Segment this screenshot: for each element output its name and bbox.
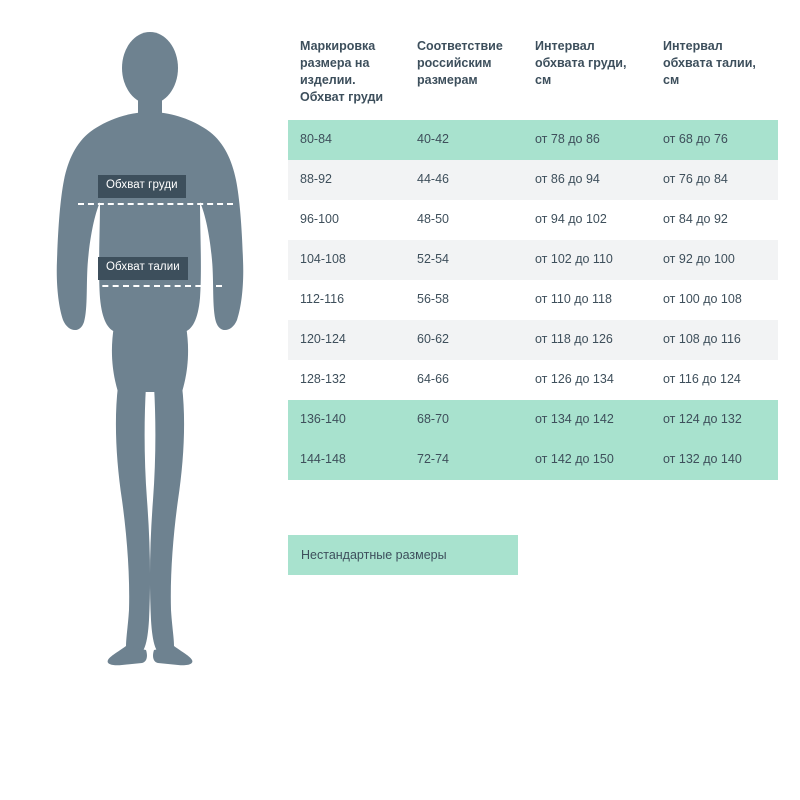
table-header [288,30,778,120]
table-row [288,440,778,480]
cell-russian-size: 48-50 [405,200,523,240]
cell-chest-range: от 142 до 150 [523,440,651,480]
cell-marking: 112-116 [288,280,405,320]
table-row [288,240,778,280]
body-figure [30,20,270,670]
cell-marking: 128-132 [288,360,405,400]
cell-waist-range: от 116 до 124 [651,360,778,400]
table-row [288,200,778,240]
waist-measure-line [92,285,222,287]
size-table [288,30,778,480]
cell-russian-size: 64-66 [405,360,523,400]
table-row [288,160,778,200]
chest-measure-label: Обхват груди [98,175,186,198]
cell-russian-size: 44-46 [405,160,523,200]
cell-marking: 136-140 [288,400,405,440]
cell-chest-range: от 134 до 142 [523,400,651,440]
cell-russian-size: 60-62 [405,320,523,360]
table-row [288,360,778,400]
table-body [288,120,778,480]
cell-marking: 88-92 [288,160,405,200]
size-table-container [288,30,778,480]
cell-chest-range: от 94 до 102 [523,200,651,240]
waist-measure-label: Обхват талии [98,257,188,280]
cell-marking: 80-84 [288,120,405,160]
cell-russian-size: 40-42 [405,120,523,160]
column-header-waist-range: Интервал обхвата талии, см [651,30,778,120]
column-header-marking: Маркировка размера на изделии. Обхват груди [288,30,405,120]
cell-chest-range: от 126 до 134 [523,360,651,400]
cell-russian-size: 68-70 [405,400,523,440]
body-silhouette-icon [30,20,270,670]
table-header-row [288,30,778,120]
chest-measure-line [78,203,233,205]
cell-waist-range: от 68 до 76 [651,120,778,160]
table-row [288,320,778,360]
cell-waist-range: от 108 до 116 [651,320,778,360]
cell-russian-size: 56-58 [405,280,523,320]
cell-waist-range: от 100 до 108 [651,280,778,320]
cell-waist-range: от 124 до 132 [651,400,778,440]
cell-marking: 96-100 [288,200,405,240]
cell-marking: 120-124 [288,320,405,360]
cell-waist-range: от 92 до 100 [651,240,778,280]
cell-waist-range: от 132 до 140 [651,440,778,480]
cell-chest-range: от 118 до 126 [523,320,651,360]
table-row [288,120,778,160]
cell-chest-range: от 102 до 110 [523,240,651,280]
cell-russian-size: 52-54 [405,240,523,280]
table-row [288,280,778,320]
cell-russian-size: 72-74 [405,440,523,480]
column-header-russian-size: Соответствие российским размерам [405,30,523,120]
cell-waist-range: от 76 до 84 [651,160,778,200]
cell-chest-range: от 86 до 94 [523,160,651,200]
table-row [288,400,778,440]
cell-chest-range: от 110 до 118 [523,280,651,320]
cell-waist-range: от 84 до 92 [651,200,778,240]
column-header-chest-range: Интервал обхвата груди, см [523,30,651,120]
nonstandard-sizes-banner: Нестандартные размеры [288,535,518,575]
cell-marking: 144-148 [288,440,405,480]
cell-chest-range: от 78 до 86 [523,120,651,160]
cell-marking: 104-108 [288,240,405,280]
